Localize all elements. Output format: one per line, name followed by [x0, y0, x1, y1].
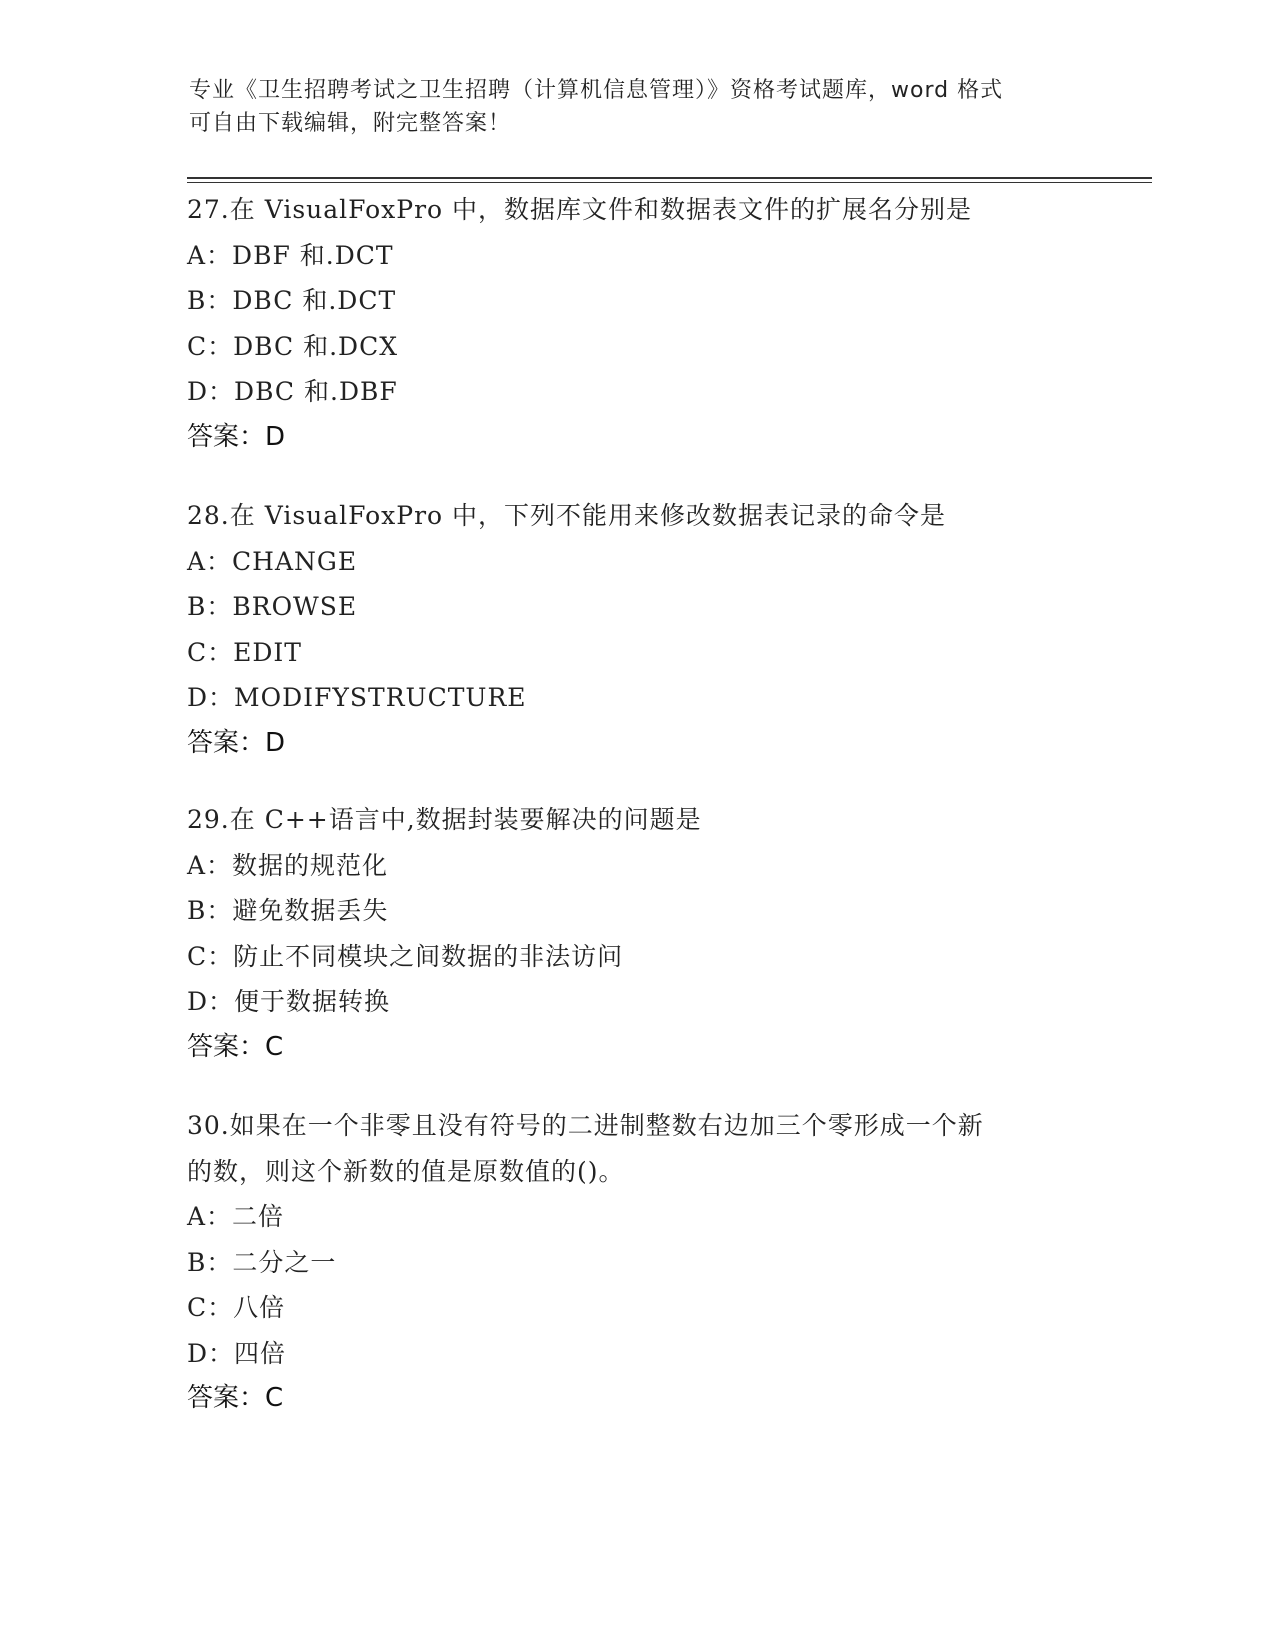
document-header — [189, 74, 1089, 140]
option-a: A：数据的规范化 — [187, 850, 389, 880]
header-line-1: 专业《卫生招聘考试之卫生招聘（计算机信息管理）》资格考试题库，word 格式 — [189, 78, 1004, 103]
option-c: C：EDIT — [187, 637, 302, 667]
question-stem: 28.在 VisualFoxPro 中，下列不能用来修改数据表记录的命令是 — [187, 501, 947, 530]
option-a: A：DBF 和.DCT — [187, 240, 394, 270]
option-b: B：DBC 和.DCT — [187, 286, 397, 315]
answer-label: 答案：C — [187, 1383, 284, 1413]
option-d: D：DBC 和.DBF — [187, 377, 398, 406]
question-stem: 27.在 VisualFoxPro 中，数据库文件和数据表文件的扩展名分别是 — [187, 195, 973, 224]
option-d: D：便于数据转换 — [187, 987, 391, 1016]
option-c: C：八倍 — [187, 1293, 286, 1322]
answer-label: 答案：C — [187, 1031, 284, 1062]
header-line-2: 可自由下载编辑，附完整答案！ — [189, 111, 512, 136]
question-stem-continued: 的数，则这个新数的值是原数值的()。 — [187, 1156, 625, 1186]
option-d: D：四倍 — [187, 1338, 287, 1368]
answer-label: 答案：D — [187, 727, 286, 758]
question-stem: 30.如果在一个非零且没有符号的二进制整数右边加三个零形成一个新 — [187, 1111, 984, 1140]
question-27 — [187, 187, 1087, 460]
header-divider-thick — [187, 177, 1152, 179]
question-29 — [187, 797, 1087, 1070]
option-c: C：防止不同模块之间数据的非法访问 — [187, 941, 624, 971]
option-d: D：MODIFYSTRUCTURE — [187, 683, 527, 712]
option-b: B：避免数据丢失 — [187, 896, 389, 925]
question-stem: 29.在 C++语言中,数据封装要解决的问题是 — [187, 805, 702, 834]
option-b: B：二分之一 — [187, 1247, 337, 1277]
option-b: B：BROWSE — [187, 592, 358, 621]
option-c: C：DBC 和.DCX — [187, 331, 399, 361]
question-28 — [187, 493, 1087, 766]
header-divider-thin — [187, 182, 1152, 183]
option-a: A：二倍 — [187, 1202, 285, 1231]
answer-label: 答案：D — [187, 421, 286, 452]
question-30 — [187, 1103, 1087, 1421]
option-a: A：CHANGE — [187, 546, 358, 576]
